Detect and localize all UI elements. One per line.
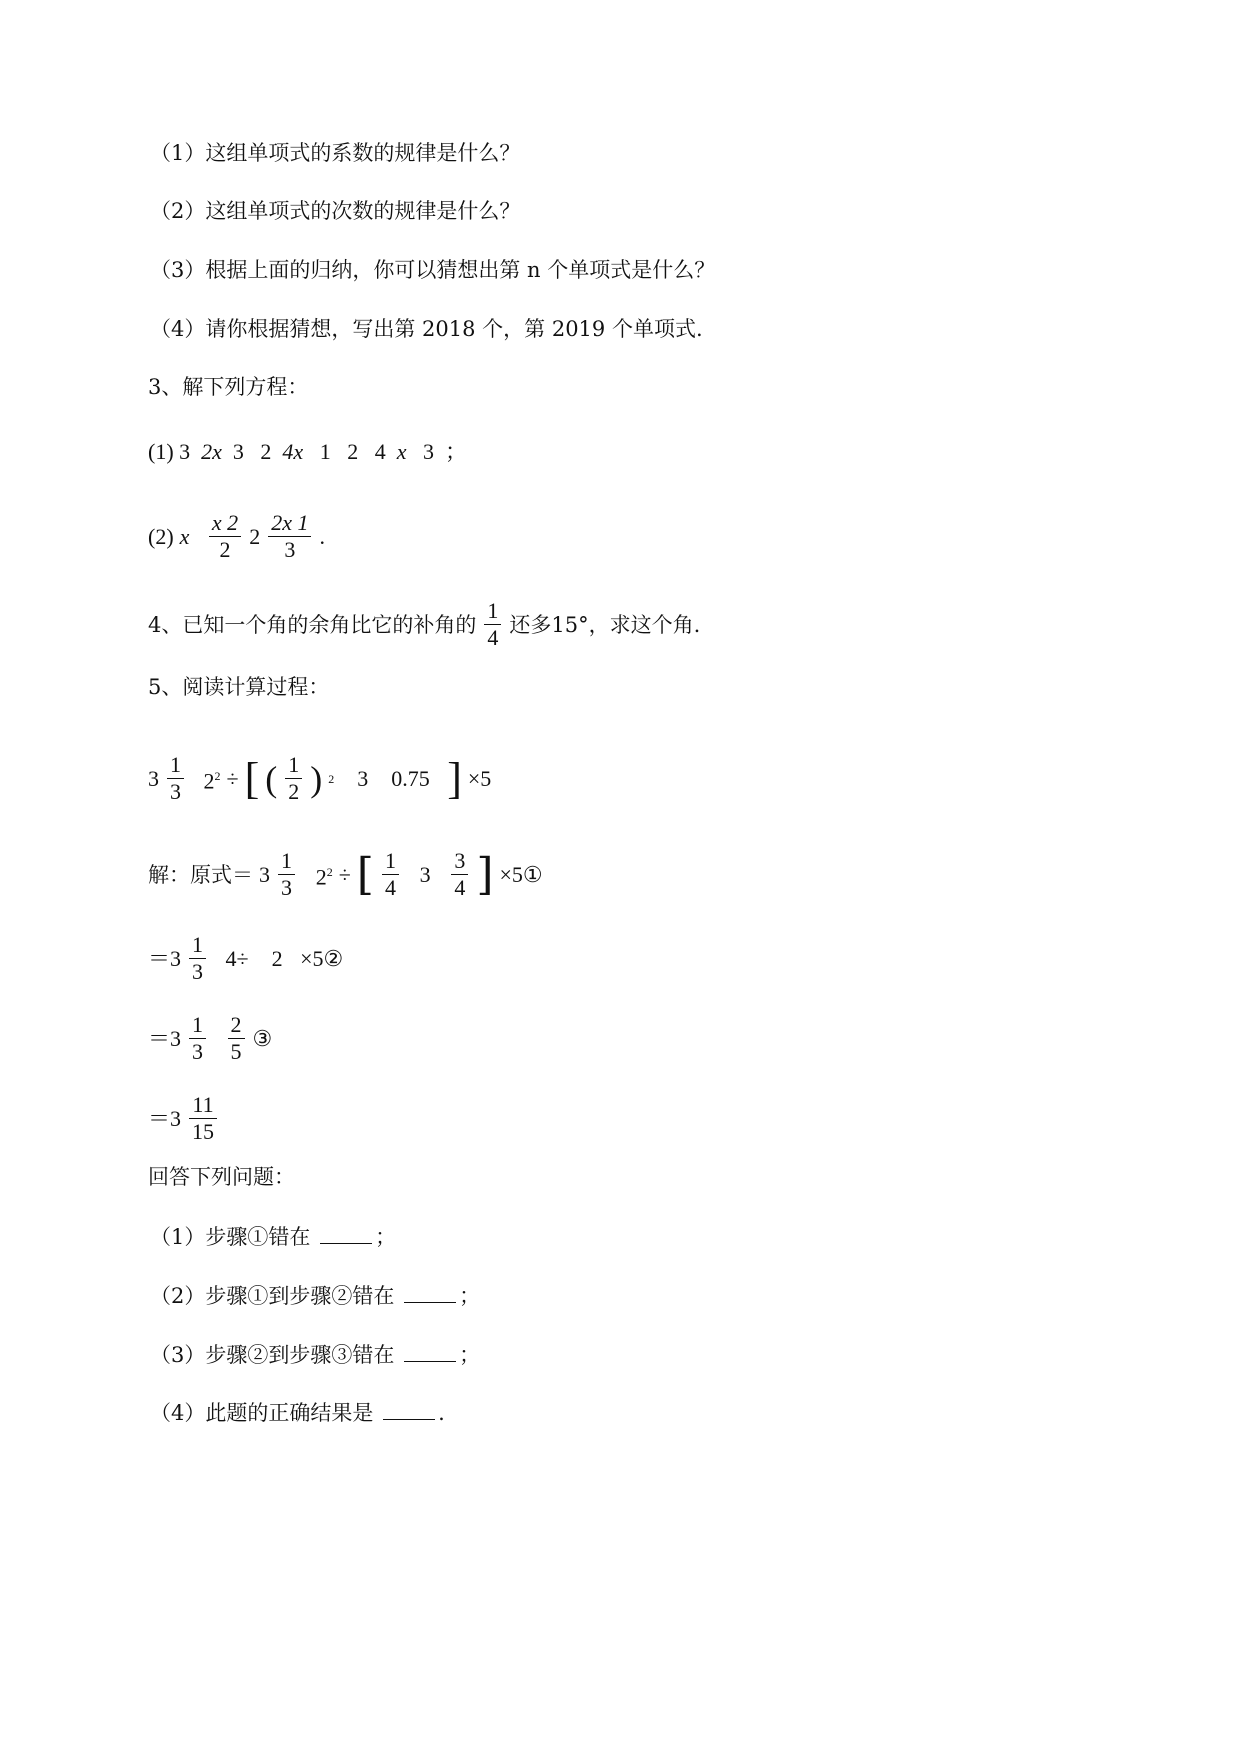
solution-prefix: 解：原式＝ — [148, 862, 253, 887]
eq1-end: ； — [444, 439, 467, 464]
q4-fraction — [484, 598, 501, 651]
answer-text: （2）步骤①到步骤②错在 — [150, 1284, 395, 1308]
q3-title: 3、解下列方程： — [148, 375, 309, 399]
answer-end: . — [438, 1401, 445, 1425]
eq1-term: 3 — [179, 439, 191, 464]
step-rest: 4÷ — [225, 945, 249, 971]
eq1-term: 4 — [374, 439, 386, 464]
q2-sub-2: （2）这组单项式的次数的规律是什么？ — [150, 199, 521, 223]
answer-blank[interactable] — [404, 1361, 456, 1362]
answer-blank[interactable] — [404, 1302, 456, 1303]
expr-whole: 3 — [148, 765, 159, 791]
q3-equation-1 — [148, 437, 467, 467]
expr-pow-exp: 2 — [214, 768, 221, 783]
sol-pow-exp: 2 — [326, 864, 333, 879]
fraction-denominator: 4 — [454, 875, 466, 900]
sol-fraction — [278, 848, 295, 901]
expr-inner-fraction — [285, 752, 302, 805]
expr-term: 0.75 — [391, 765, 430, 791]
eq2-end: . — [319, 523, 325, 549]
q5-step-4 — [148, 1092, 219, 1145]
fraction-denominator: 3 — [281, 875, 292, 900]
eq1-term: x — [396, 439, 407, 464]
q5-expression — [148, 752, 491, 805]
fraction-numerator: 1 — [285, 752, 302, 779]
step-fraction — [189, 932, 206, 985]
fraction-numerator: 1 — [189, 1012, 206, 1039]
left-bracket: [ — [356, 848, 374, 900]
expr-times: ×5 — [467, 765, 492, 791]
eq1-term: 2 — [347, 439, 359, 464]
q5-answer-title: 回答下列问题： — [148, 1165, 295, 1189]
q5-answer-3 — [150, 1340, 480, 1370]
eq1-term: 4x — [282, 439, 304, 464]
answer-blank[interactable] — [383, 1419, 435, 1420]
eq1-term: 2 — [260, 439, 272, 464]
fraction-numerator: 1 — [189, 932, 206, 959]
q2-sub-3: （3）根据上面的归纳，你可以猜想出第 n 个单项式是什么？ — [150, 258, 716, 282]
fraction-denominator: 15 — [192, 1119, 215, 1144]
sol-whole: 3 — [259, 861, 270, 887]
answer-text: （4）此题的正确结果是 — [150, 1401, 374, 1425]
sol-times: ×5① — [499, 861, 543, 887]
eq1-term: 1 — [319, 439, 331, 464]
q5-answer-2 — [150, 1281, 480, 1311]
answer-end: ； — [375, 1225, 397, 1249]
eq1-term: 3 — [422, 439, 434, 464]
expr-pow — [204, 761, 221, 796]
expr-inner-exp: 2 — [328, 771, 335, 786]
answer-blank[interactable] — [320, 1243, 372, 1244]
q5-answer-4 — [150, 1398, 445, 1428]
sol-term: 3 — [419, 861, 431, 887]
q5-answer-1 — [150, 1222, 396, 1252]
q4-prefix: 4、已知一个角的余角比它的补角的 — [148, 612, 477, 637]
q2-sub-4: （4）请你根据猜想，写出第 2018 个，第 2019 个单项式. — [150, 317, 703, 341]
step-eq: ＝3 — [148, 1105, 182, 1131]
answer-text: （3）步骤②到步骤③错在 — [150, 1343, 395, 1367]
left-bracket: [ — [244, 753, 260, 803]
fraction-denominator: 2 — [219, 537, 231, 562]
q3-equation-2 — [148, 510, 325, 563]
q5-step-3 — [148, 1012, 272, 1065]
step-tail: ③ — [252, 1025, 273, 1051]
expr-pow-base: 2 — [203, 768, 215, 794]
eq2-fraction-2 — [268, 510, 311, 563]
step-fraction — [189, 1092, 217, 1145]
fraction-denominator: 2 — [288, 779, 300, 804]
q5-step-2 — [148, 932, 343, 985]
right-paren: ) — [310, 758, 323, 799]
right-bracket: ] — [476, 848, 494, 900]
q4-suffix: 还多15°，求这个角. — [509, 612, 701, 637]
fraction-numerator: 1 — [484, 598, 501, 625]
q2-sub-1: （1）这组单项式的系数的规律是什么？ — [150, 141, 521, 165]
fraction-denominator: 3 — [284, 537, 296, 562]
fraction-numerator: 11 — [189, 1092, 216, 1119]
fraction-denominator: 3 — [170, 779, 181, 804]
sol-pow-base: 2 — [315, 864, 327, 890]
eq1-term: 3 — [232, 439, 244, 464]
fraction-numerator: 2 — [228, 1012, 245, 1039]
fraction-numerator: 1 — [382, 848, 399, 875]
sol-fraction-b — [451, 848, 468, 901]
expr-div: ÷ — [226, 765, 239, 791]
fraction-numerator: 3 — [451, 848, 468, 875]
eq2-fraction-1 — [209, 510, 241, 563]
fraction-denominator: 3 — [192, 1039, 204, 1064]
expr-fraction — [167, 752, 184, 805]
left-paren: ( — [265, 758, 278, 799]
sol-pow — [316, 857, 333, 892]
fraction-denominator: 5 — [230, 1039, 242, 1064]
fraction-numerator: x 2 — [209, 510, 241, 537]
fraction-denominator: 3 — [192, 959, 204, 984]
q5-title: 5、阅读计算过程： — [148, 675, 330, 699]
sol-fraction-a — [382, 848, 399, 901]
step-rest: 2 — [271, 945, 283, 971]
step-fraction — [189, 1012, 206, 1065]
eq2-x: x — [179, 523, 190, 549]
eq2-mid: 2 — [249, 523, 261, 549]
answer-end: ； — [459, 1343, 481, 1367]
fraction-numerator: 1 — [167, 752, 184, 779]
eq1-label: (1) — [148, 439, 174, 464]
step-eq: ＝3 — [148, 1025, 182, 1051]
fraction-numerator: 1 — [278, 848, 295, 875]
sol-div: ÷ — [338, 861, 351, 887]
q5-solution-line — [148, 848, 543, 901]
q4-text — [148, 598, 700, 651]
expr-term: 3 — [357, 765, 369, 791]
step-eq: ＝3 — [148, 945, 182, 971]
fraction-numerator: 2x 1 — [268, 510, 311, 537]
fraction-denominator: 4 — [384, 875, 396, 900]
answer-end: ； — [459, 1284, 481, 1308]
answer-text: （1）步骤①错在 — [150, 1225, 311, 1249]
fraction-denominator: 4 — [487, 625, 499, 650]
step-tail: ×5② — [300, 945, 344, 971]
right-bracket: ] — [447, 753, 462, 803]
step-fraction-2 — [228, 1012, 245, 1065]
eq1-term: 2x — [201, 439, 222, 464]
eq2-label: (2) — [148, 523, 174, 549]
